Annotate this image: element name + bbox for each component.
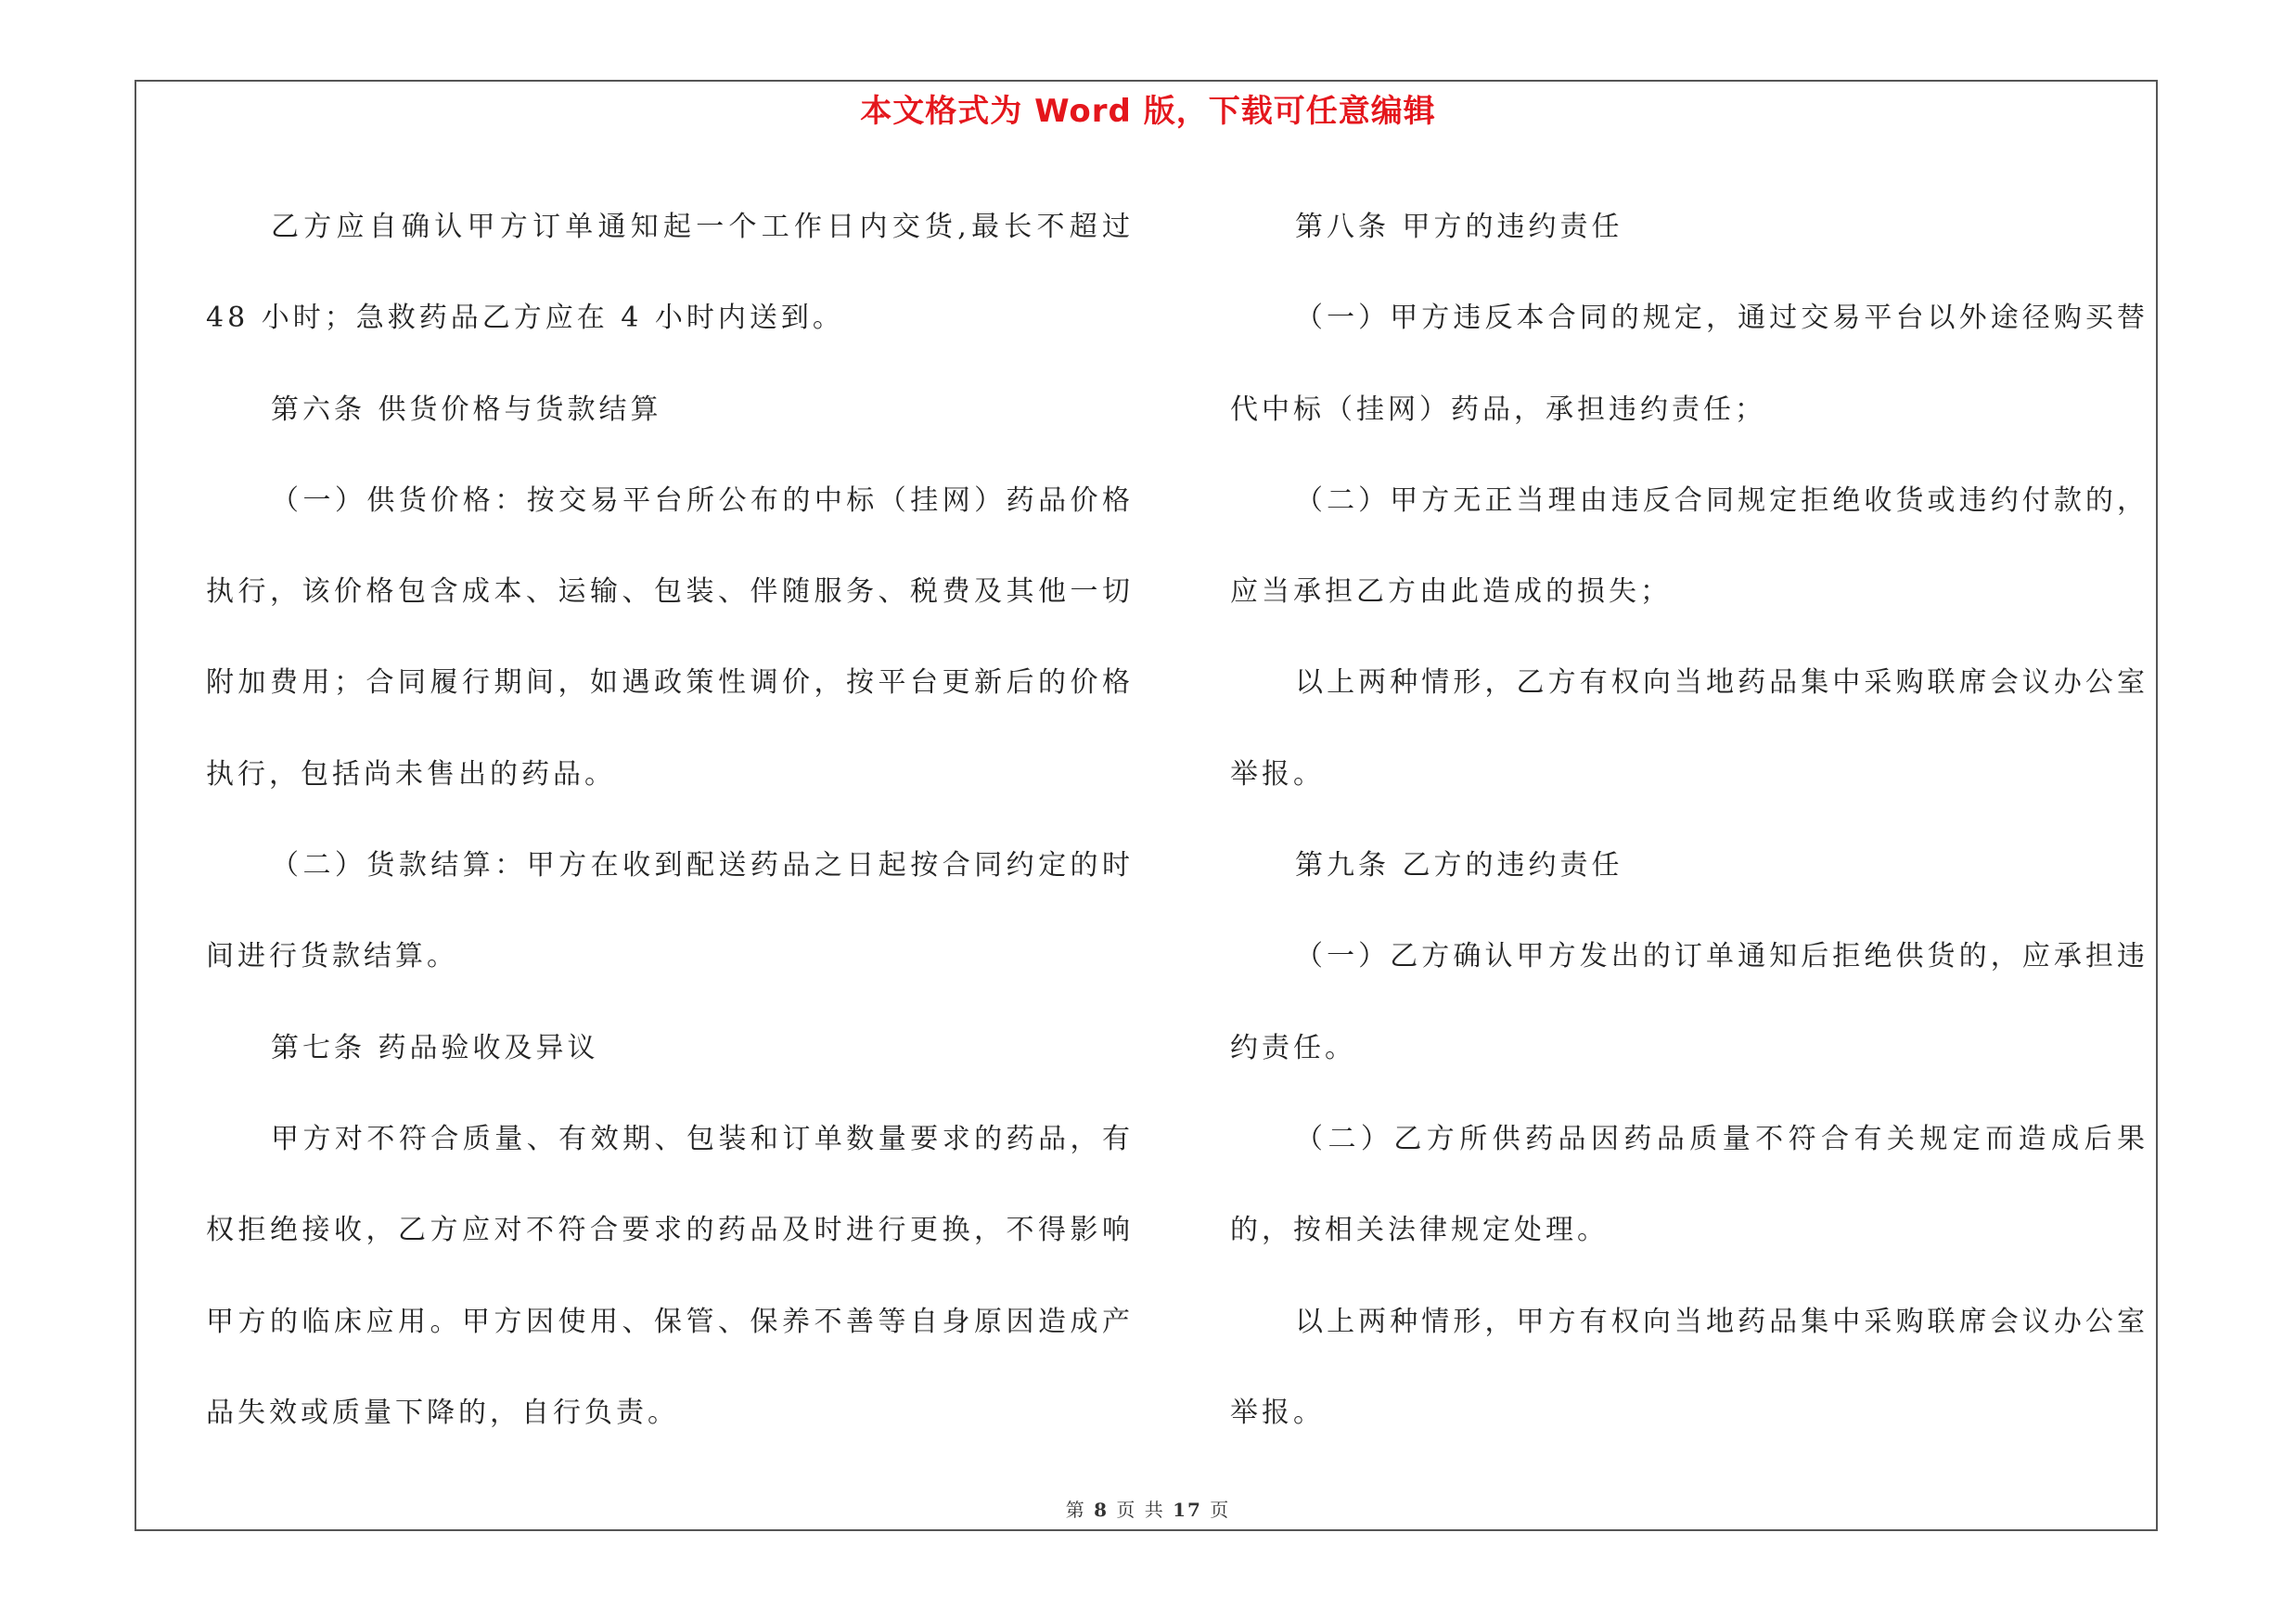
paragraph-party-b-breach-1: （一）乙方确认甲方发出的订单通知后拒绝供货的，应承担违约责任。 [1230,940,2148,1064]
heading-article-6: 第六条 供货价格与货款结算 [271,393,662,426]
paragraph-delivery-time: 乙方应自确认甲方订单通知起一个工作日内交货,最长不超过 48 小时；急救药品乙方应在 4 小时内送到。 [206,211,1134,335]
footer-suffix: 页 [1210,1499,1231,1521]
paragraph-party-b-breach-2: （二）乙方所供药品因药品质量不符合有关规定而造成后果的，按相关法律规定处理。 [1230,1122,2148,1247]
heading-article-9: 第九条 乙方的违约责任 [1295,849,1623,882]
total-page-number: 17 [1173,1499,1202,1521]
paragraph-party-a-breach-2: （二）甲方无正当理由违反合同规定拒绝收货或违约付款的，应当承担乙方由此造成的损失； [1230,483,2148,609]
current-page-number: 8 [1094,1499,1109,1521]
editable-notice-banner: 本文格式为 Word 版，下载可任意编辑 [860,93,1436,130]
paragraph-supply-price: （一）供货价格：按交易平台所公布的中标（挂网）药品价格执行，该价格包含成本、运输、包装、伴随服务、税费及其他一切附加费用；合同履行期间，如遇政策性调价，按平台更新后的价格执行，包括尚未售出的药品。 [206,483,1134,791]
page-number-footer [0,1495,2296,1522]
footer-middle: 页 共 [1116,1499,1165,1521]
paragraph-acceptance-inspection: 甲方对不符合质量、有效期、包装和订单数量要求的药品，有权拒绝接收，乙方应对不符合要求的药品及时进行更换，不得影响甲方的临床应用。甲方因使用、保管、保养不善等自身原因造成产品失效或质量下降的，自行负责。 [206,1122,1134,1429]
paragraph-party-b-report-right: 以上两种情形，乙方有权向当地药品集中采购联席会议办公室举报。 [1230,666,2148,791]
paragraph-payment-settlement: （二）货款结算：甲方在收到配送药品之日起按合同约定的时间进行货款结算。 [206,849,1134,973]
heading-article-7: 第七条 药品验收及异议 [271,1031,599,1064]
paragraph-party-a-report-right: 以上两种情形，甲方有权向当地药品集中采购联席会议办公室举报。 [1230,1305,2148,1429]
heading-article-8: 第八条 甲方的违约责任 [1295,211,1623,243]
footer-prefix: 第 [1065,1499,1086,1521]
right-column [1230,182,2148,1459]
left-column [206,182,1134,1459]
paragraph-party-a-breach-1: （一）甲方违反本合同的规定，通过交易平台以外途径购买替代中标（挂网）药品，承担违约责任； [1230,302,2148,426]
